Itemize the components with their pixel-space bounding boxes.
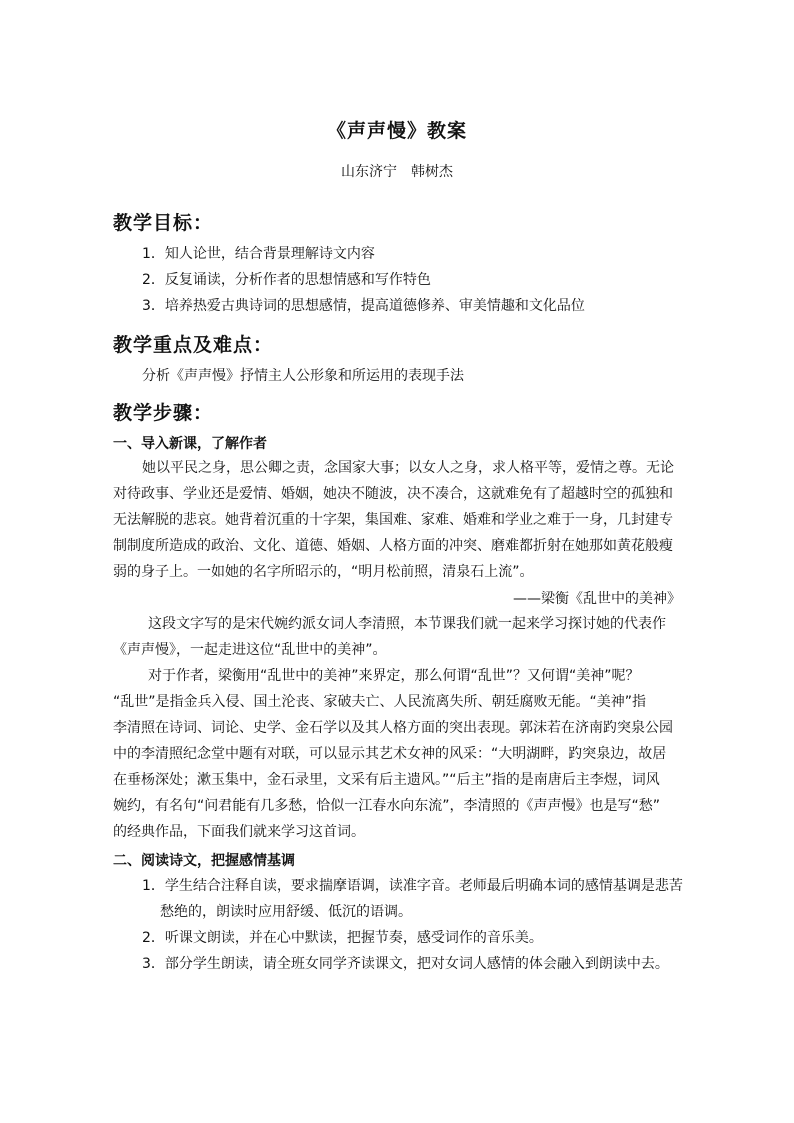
quote-line-2: 对待政事、学业还是爱情、婚姻，她决不随波，决不凑合，这就难免有了超越时空的孤独和 [113, 486, 673, 502]
para2-line-1: 这段文字写的是宋代婉约派女词人李清照，本节课我们就一起来学习探讨她的代表作 [148, 616, 666, 632]
quote-line-1: 她以平民之身，思公卿之责，念国家大事；以女人之身，求人格平等，爱情之尊。无论 [142, 460, 674, 476]
goals-heading: 教学目标： [113, 212, 214, 234]
goal-item-2: 2．反复诵读，分析作者的思想情感和写作特色 [142, 272, 431, 288]
para3-line-7: 的经典作品，下面我们就来学习这首词。 [113, 824, 365, 840]
author-line: 山东济宁 韩树杰 [341, 164, 453, 180]
para3-line-3: 李清照在诗词、词论、史学、金石学以及其人格方面的突出表现。郭沫若在济南趵突泉公园 [113, 720, 673, 736]
para3-line-6: 婉约，有名句“问君能有几多愁，恰似一江春水向东流”，李清照的《声声慢》也是写“愁” [113, 798, 661, 814]
para3-line-1: 对于作者，梁衡用“乱世中的美神”来界定，那么何谓“乱世”？又何谓“美神”呢？ [148, 668, 640, 684]
quote-line-3: 无法解脱的悲哀。她背着沉重的十字架，集国难、家难、婚难和学业之难于一身，几封建专 [113, 512, 673, 528]
steps-heading: 教学步骤： [113, 402, 214, 424]
focus-text: 分析《声声慢》抒情主人公形象和所运用的表现手法 [142, 368, 464, 384]
section1-heading: 一、导入新课，了解作者 [113, 436, 267, 452]
goal-item-3: 3．培养热爱古典诗词的思想感情，提高道德修养、审美情趣和文化品位 [142, 298, 585, 314]
quote-line-4: 制制度所造成的政治、文化、道德、婚姻、人格方面的冲突、磨难都折射在她那如黄花般瘦 [113, 538, 673, 554]
quote-citation: ——梁衡《乱世中的美神》 [513, 591, 681, 607]
section2-item-1-cont: 愁绝的，朗读时应用舒缓、低沉的语调。 [160, 904, 412, 920]
para2-line-2: 《声声慢》，一起走进这位“乱世中的美神”。 [113, 642, 387, 658]
focus-heading: 教学重点及难点： [113, 334, 274, 356]
quote-line-5: 弱的身子上。一如她的名字所昭示的，“明月松前照，清泉石上流”。 [113, 564, 534, 580]
section2-item-2: 2．听课文朗读，并在心中默读，把握节奏，感受词作的音乐美。 [142, 930, 543, 946]
goal-item-1: 1．知人论世，结合背景理解诗文内容 [142, 246, 375, 262]
section2-item-1: 1．学生结合注释自读，要求揣摩语调，读准字音。老师最后明确本词的感情基调是悲苦 [142, 878, 683, 894]
section2-heading: 二、阅读诗文，把握感情基调 [113, 853, 295, 869]
section2-item-3: 3．部分学生朗读，请全班女同学齐读课文，把对女词人感情的体会融入到朗读中去。 [142, 956, 669, 972]
para3-line-4: 中的李清照纪念堂中题有对联，可以显示其艺术女神的风采：“大明湖畔，趵突泉边，故居 [113, 746, 667, 762]
para3-line-5: 在垂杨深处；漱玉集中，金石录里，文采有后主遗风。”“后主”指的是南唐后主李煜，词风 [113, 772, 660, 788]
para3-line-2: “乱世”是指金兵入侵、国土沦丧、家破夫亡、人民流离失所、朝廷腐败无能。“美神”指 [113, 694, 647, 710]
page-title: 《声声慢》教案 [326, 120, 467, 142]
